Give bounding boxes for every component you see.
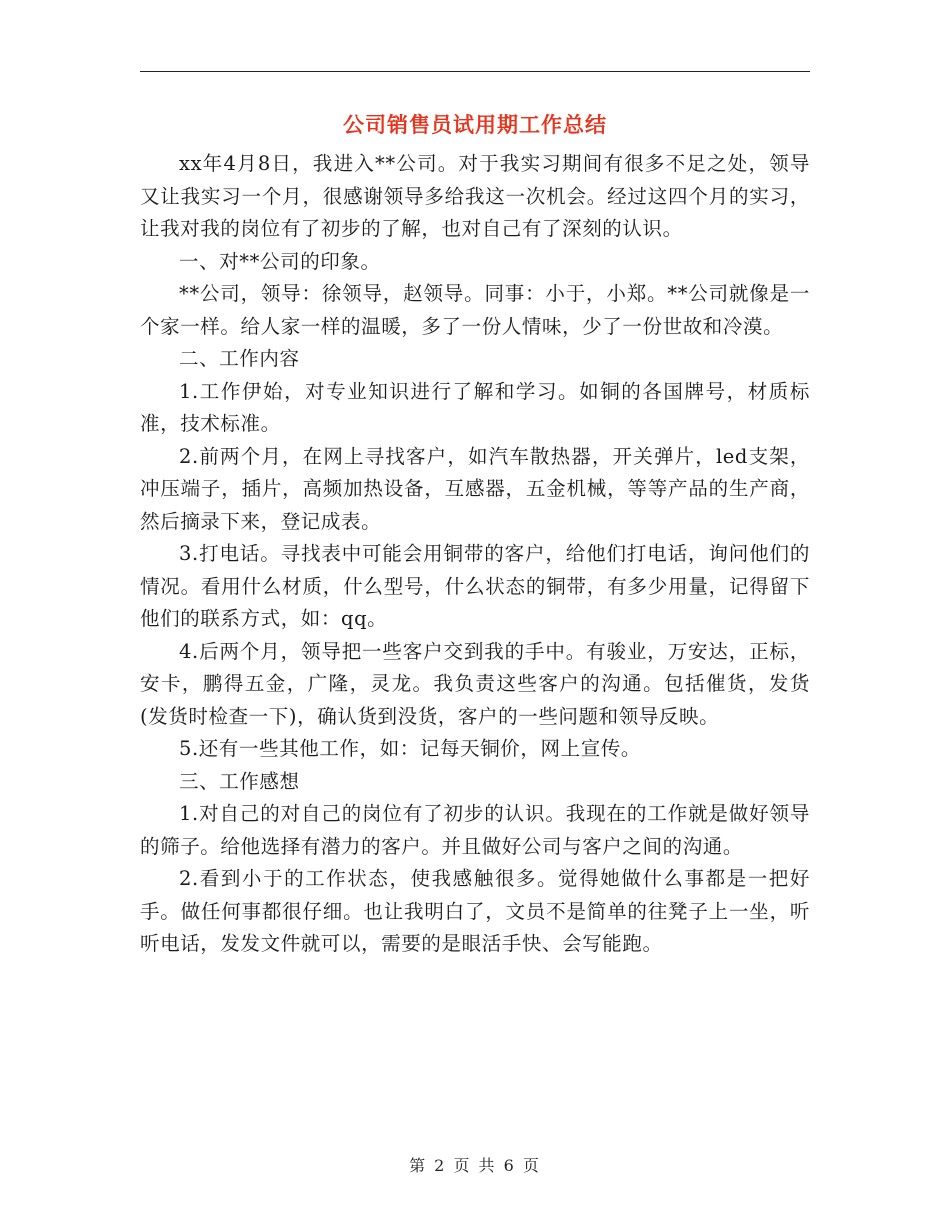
page-number-footer [0, 1153, 950, 1176]
paragraph-work-item-4: 4.后两个月，领导把一些客户交到我的手中。有骏业，万安达，正标，安卡，鹏得五金，广隆，灵龙。我负责这些客户的沟通。包括催货，发货(发货时检查一下)，确认货到没货，客户的一些问题和领导反映。 [140, 639, 810, 728]
paragraph-work-item-2: 2.前两个月，在网上寻找客户，如汽车散热器，开关弹片，led支架，冲压端子，插片，高频加热设备，互感器，五金机械，等等产品的生产商，然后摘录下来，登记成表。 [140, 444, 810, 533]
header-rule [140, 71, 810, 72]
page-number-label: 第 2 页 共 6 页 [409, 1156, 541, 1175]
document-body [140, 148, 810, 961]
section-heading-impression: 一、对**公司的印象。 [179, 249, 381, 273]
paragraph-reflection-2: 2.看到小于的工作状态，使我感触很多。觉得她做什么事都是一把好手。做任何事都很仔细。也让我明白了，文员不是简单的往凳子上一坐，听听电话，发发文件就可以，需要的是眼活手快、会写能跑。 [140, 867, 810, 955]
paragraph-intro: xx年4月8日，我进入**公司。对于我实习期间有很多不足之处，领导又让我实习一个月，很感谢领导多给我这一次机会。经过这四个月的实习，让我对我的岗位有了初步的了解，也对自己有了深刻的认识。 [140, 152, 810, 240]
paragraph-work-item-5: 5.还有一些其他工作，如：记每天铜价，网上宣传。 [179, 737, 642, 760]
paragraph-work-item-1: 1.工作伊始，对专业知识进行了解和学习。如铜的各国牌号，材质标准，技术标准。 [140, 379, 810, 435]
document-title: 公司销售员试用期工作总结 [343, 112, 607, 137]
paragraph-reflection-1: 1.对自己的对自己的岗位有了初步的认识。我现在的工作就是做好领导的筛子。给他选择有潜力的客户。并且做好公司与客户之间的沟通。 [140, 802, 810, 858]
paragraph-work-item-3: 3.打电话。寻找表中可能会用铜带的客户，给他们打电话，询问他们的情况。看用什么材质，什么型号，什么状态的铜带，有多少用量，记得留下他们的联系方式，如：qq。 [140, 542, 810, 630]
section-heading-reflections: 三、工作感想 [179, 769, 300, 793]
section-heading-work-content: 二、工作内容 [179, 347, 300, 370]
paragraph-impression: **公司，领导：徐领导，赵领导。同事：小于，小郑。**公司就像是一个家一样。给人家一样的温暖，多了一份人情味，少了一份世故和冷漠。 [140, 282, 810, 338]
